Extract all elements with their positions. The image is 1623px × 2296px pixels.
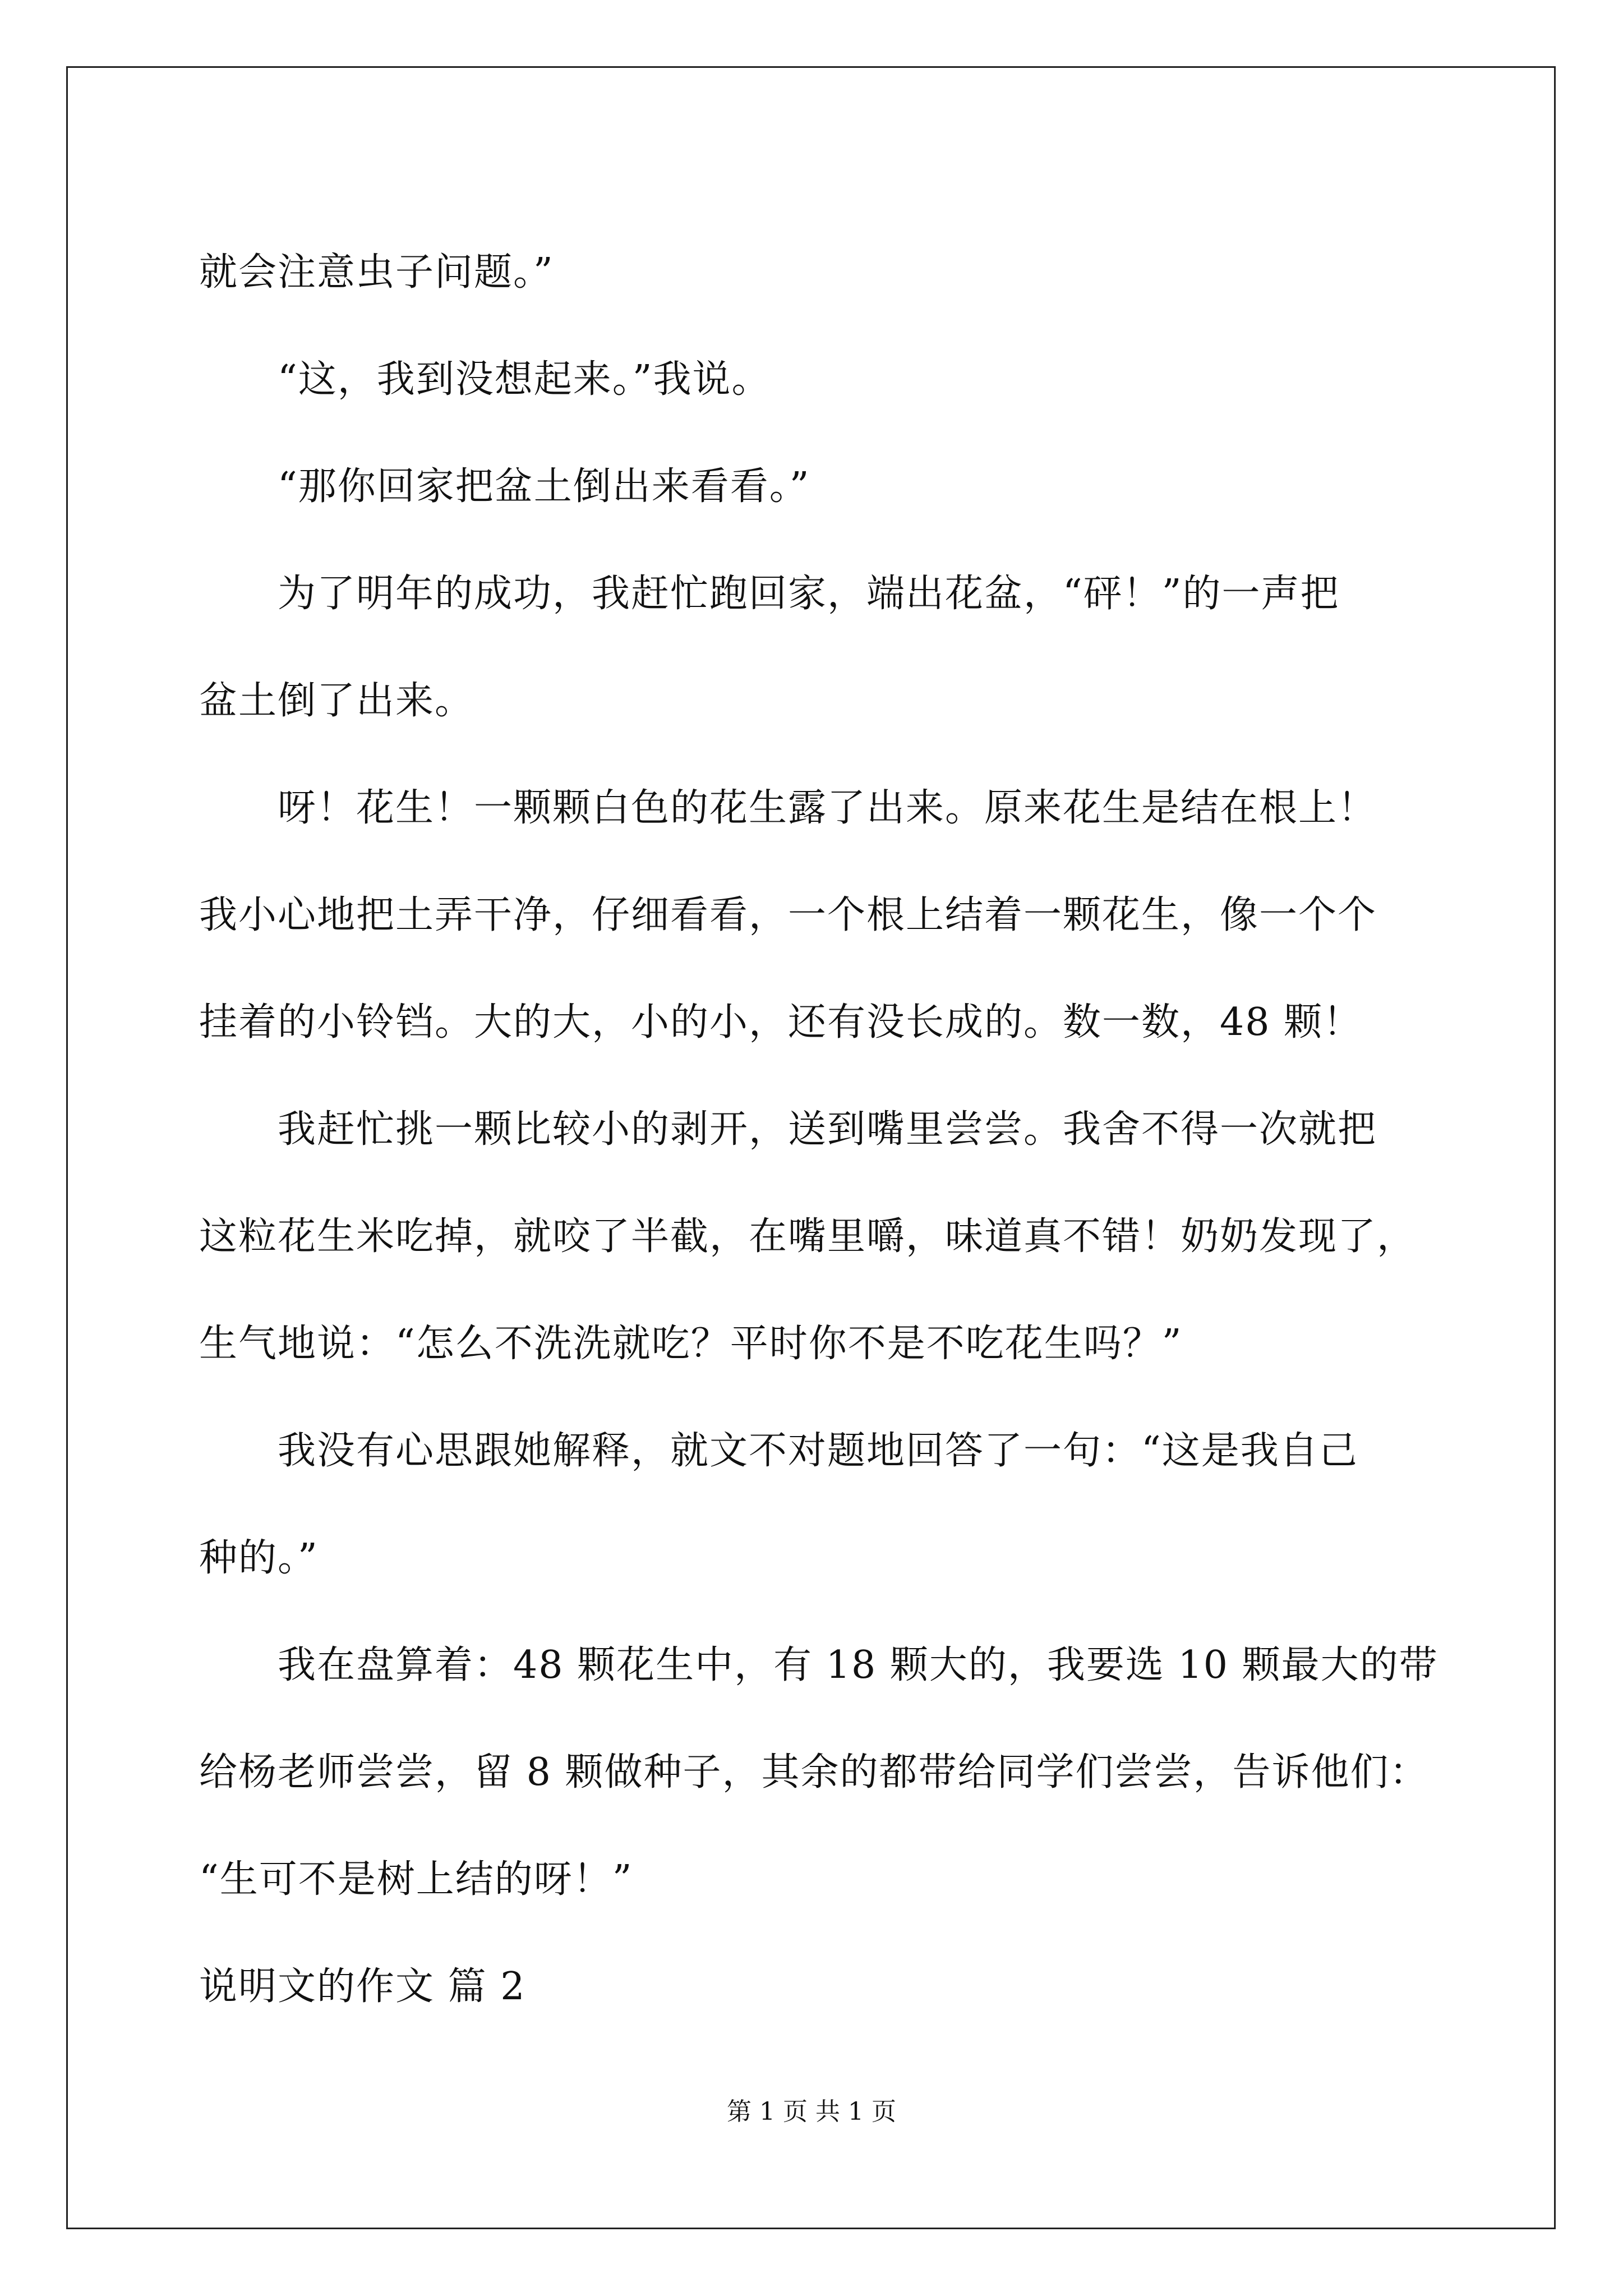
section-heading: 说明文的作文 篇 2	[199, 1964, 526, 2009]
text-line: 挂着的小铃铛。大的大，小的小，还有没长成的。数一数，48 颗！	[199, 1000, 1363, 1045]
text-line: “这，我到没想起来。”我说。	[278, 357, 771, 402]
text-line: “那你回家把盆土倒出来看看。”	[278, 464, 810, 509]
text-line: 盆土倒了出来。	[199, 679, 474, 723]
text-line: 种的。”	[199, 1536, 319, 1580]
text-line: 生气地说：“怎么不洗洗就吃？平时你不是不吃花生吗？”	[199, 1322, 1183, 1366]
text-line: 这粒花生米吃掉，就咬了半截，在嘴里嚼，味道真不错！奶奶发现了，	[199, 1214, 1417, 1259]
page-footer: 第 1 页 共 1 页	[727, 2097, 896, 2126]
text-line: 我赶忙挑一颗比较小的剥开，送到嘴里尝尝。我舍不得一次就把	[278, 1107, 1377, 1152]
text-line: 我小心地把土弄干净，仔细看看，一个根上结着一颗花生，像一个个	[199, 893, 1377, 937]
text-line: 给杨老师尝尝，留 8 颗做种子，其余的都带给同学们尝尝，告诉他们：	[199, 1750, 1429, 1795]
text-line: 我在盘算着：48 颗花生中，有 18 颗大的，我要选 10 颗最大的带	[278, 1643, 1438, 1687]
text-line: “生可不是树上结的呀！”	[199, 1857, 633, 1902]
text-line: 我没有心思跟她解释，就文不对题地回答了一句：“这是我自己	[278, 1429, 1358, 1473]
text-line: 就会注意虫子问题。”	[199, 250, 554, 295]
text-line: 为了明年的成功，我赶忙跑回家，端出花盆，“砰！”的一声把	[278, 572, 1340, 616]
text-line: 呀！花生！一颗颗白色的花生露了出来。原来花生是结在根上！	[278, 786, 1377, 830]
document-body	[199, 219, 1438, 2040]
